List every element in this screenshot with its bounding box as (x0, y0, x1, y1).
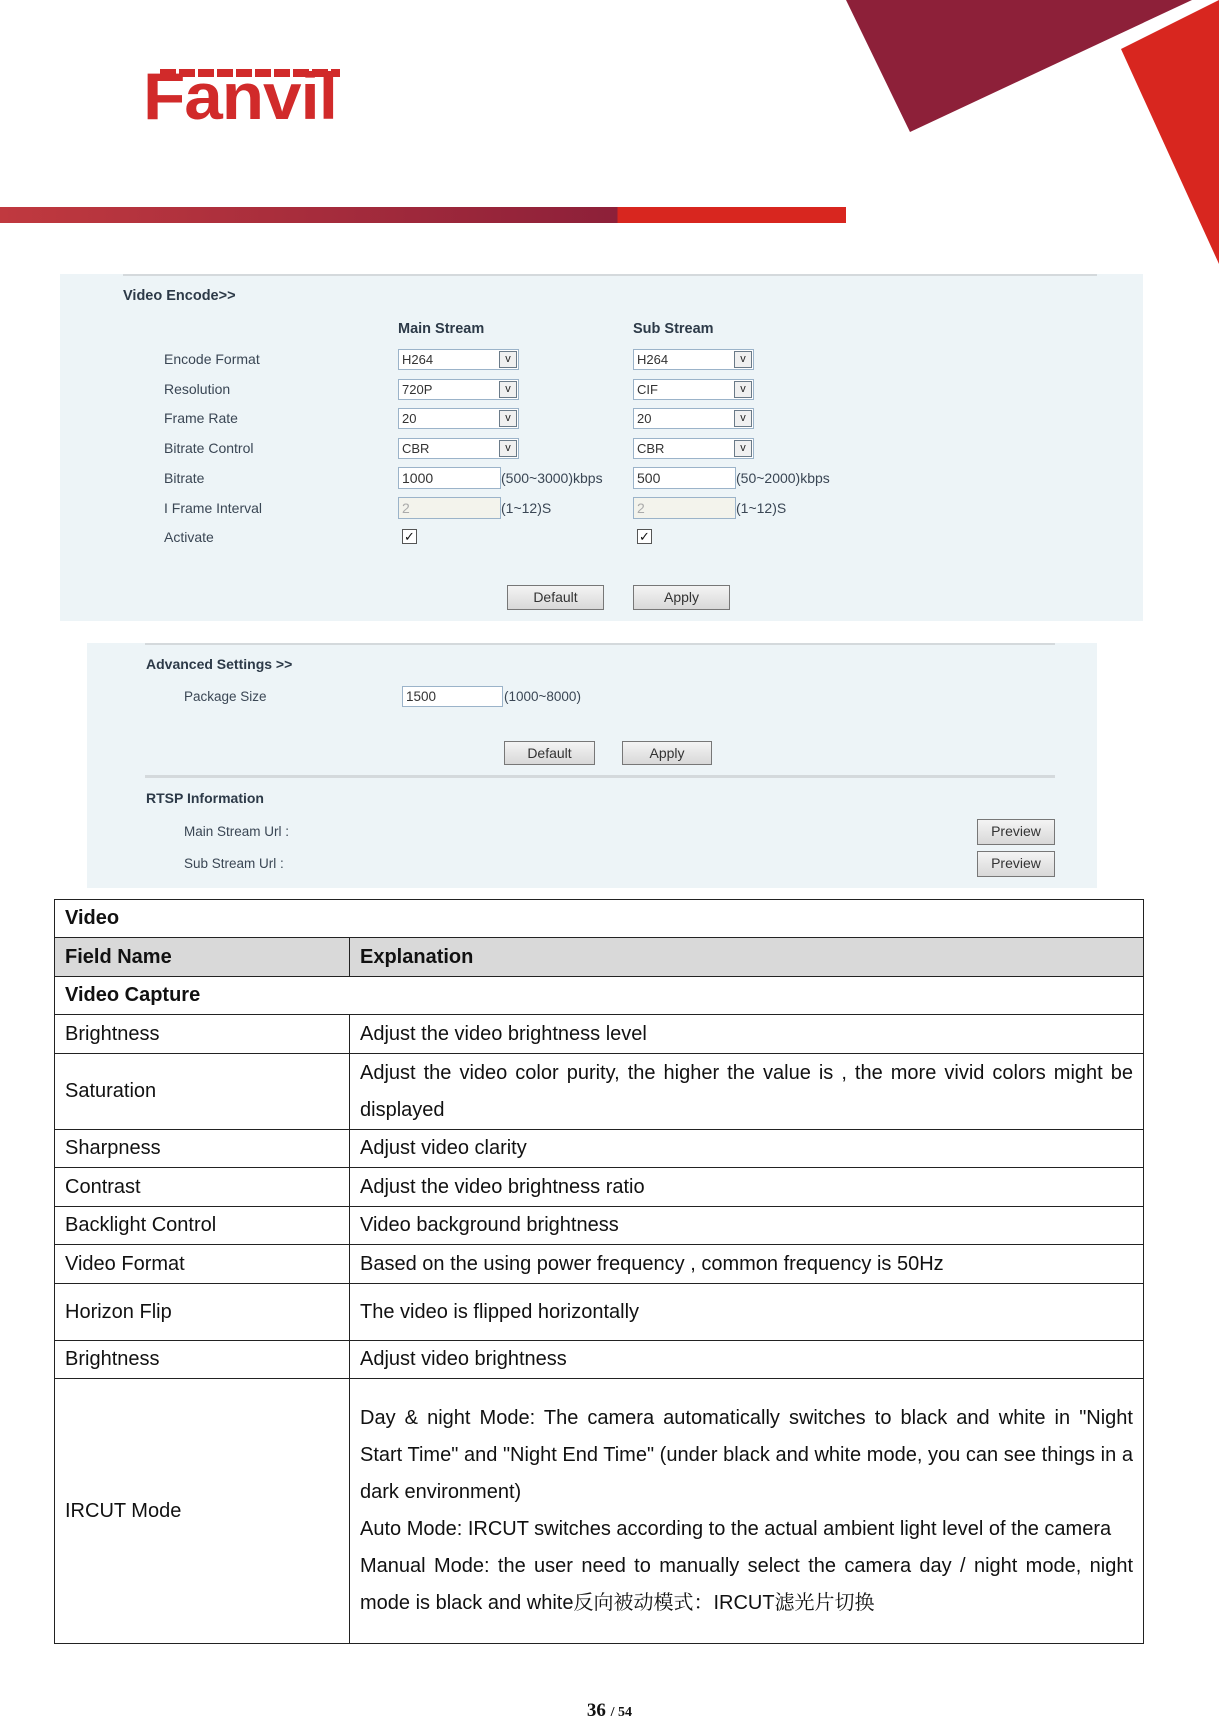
activate-label: Activate (164, 529, 214, 545)
section-row (55, 977, 1144, 1015)
resolution-label: Resolution (164, 381, 231, 397)
video-apply-button[interactable]: Apply (633, 585, 730, 610)
explanation-header: Explanation (350, 938, 1144, 977)
main-bitrate-range: (500~3000)kbps (501, 470, 603, 486)
video-field-table (54, 899, 1144, 1644)
field-name: Brightness (55, 1341, 350, 1379)
sub-iframe-range: (1~12)S (736, 500, 787, 516)
table-header-row (55, 938, 1144, 977)
explanation: Adjust video clarity (350, 1130, 1144, 1168)
main-activate-checkbox[interactable]: ✓ (402, 529, 417, 544)
main-stream-header: Main Stream (398, 321, 485, 337)
advanced-settings-panel (87, 643, 1097, 888)
encode-format-label: Encode Format (164, 351, 260, 367)
table-title: Video (55, 900, 1144, 938)
explanation: Adjust the video color purity, the higher the value is , the more vivid colors might be displayed (350, 1054, 1144, 1130)
main-iframe-input[interactable]: 2 (398, 497, 501, 519)
chevron-down-icon: v (499, 410, 517, 427)
select-value: CBR (637, 441, 665, 456)
bitrate-control-label: Bitrate Control (164, 440, 254, 456)
table-row (55, 1054, 1144, 1130)
chevron-down-icon: v (734, 440, 752, 457)
sub-encode-format-select[interactable] (633, 349, 754, 370)
fanvil-logo: Fanvil (143, 59, 337, 133)
table-row (55, 1341, 1144, 1379)
bitrate-label: Bitrate (164, 470, 205, 486)
explanation (350, 1379, 1144, 1644)
iframe-interval-label: I Frame Interval (164, 500, 263, 516)
select-value: H264 (637, 352, 669, 367)
main-iframe-range: (1~12)S (501, 500, 552, 516)
table-row (55, 1130, 1144, 1168)
sub-activate-checkbox[interactable]: ✓ (637, 529, 652, 544)
chevron-down-icon: v (499, 440, 517, 457)
rtsp-information-title: RTSP Information (146, 790, 264, 806)
main-bitrate-input[interactable]: 1000 (398, 467, 501, 489)
field-name: Brightness (55, 1015, 350, 1054)
main-resolution-select[interactable] (398, 379, 519, 400)
table-row (55, 1168, 1144, 1207)
package-size-label: Package Size (184, 689, 267, 704)
current-page: 36 (586, 1700, 606, 1721)
sub-stream-header: Sub Stream (633, 321, 714, 337)
explanation: Video background brightness (350, 1207, 1144, 1245)
advanced-default-button[interactable]: Default (504, 741, 595, 765)
field-name: Saturation (55, 1054, 350, 1130)
advanced-apply-button[interactable]: Apply (622, 741, 712, 765)
table-title-row (55, 900, 1144, 938)
table-row (55, 1015, 1144, 1054)
explanation: Based on the using power frequency , common frequency is 50Hz (350, 1245, 1144, 1284)
divider (123, 274, 1097, 276)
field-name: IRCUT Mode (55, 1379, 350, 1644)
select-value: CIF (637, 382, 658, 397)
page-number (0, 1700, 1219, 1722)
table-row (55, 1245, 1144, 1284)
video-encode-title: Video Encode>> (123, 288, 236, 304)
explanation: Adjust the video brightness ratio (350, 1168, 1144, 1207)
chevron-down-icon: v (499, 381, 517, 398)
table-row (55, 1379, 1144, 1644)
main-encode-format-select[interactable] (398, 349, 519, 370)
package-size-input[interactable]: 1500 (402, 686, 503, 707)
corner-decoration (0, 0, 1219, 280)
total-pages: / 54 (610, 1705, 633, 1720)
field-name: Backlight Control (55, 1207, 350, 1245)
advanced-settings-title: Advanced Settings >> (146, 656, 293, 672)
sub-stream-preview-button[interactable]: Preview (977, 851, 1055, 877)
select-value: 20 (637, 411, 652, 426)
sub-frame-rate-select[interactable] (633, 408, 754, 429)
sub-resolution-select[interactable] (633, 379, 754, 400)
main-bitrate-control-select[interactable] (398, 438, 519, 459)
table-row (55, 1207, 1144, 1245)
sub-bitrate-input[interactable]: 500 (633, 467, 736, 489)
chevron-down-icon: v (734, 410, 752, 427)
sub-iframe-input[interactable]: 2 (633, 497, 736, 519)
main-frame-rate-select[interactable] (398, 408, 519, 429)
red-triangle (1121, 0, 1219, 264)
chevron-down-icon: v (734, 381, 752, 398)
field-name: Horizon Flip (55, 1284, 350, 1341)
package-size-range: (1000~8000) (504, 689, 581, 704)
ircut-auto-text: Auto Mode: IRCUT switches according to the actual ambient light level of the camera (360, 1518, 1112, 1540)
explanation: The video is flipped horizontally (350, 1284, 1144, 1341)
select-value: 20 (402, 411, 417, 426)
ircut-manual-text: Manual Mode: the user need to manually select the camera day / night mode, night mode is black and white反向被动模式：IRCUT滤光片切换 (360, 1555, 1133, 1614)
explanation: Adjust video brightness (350, 1341, 1144, 1379)
field-name: Contrast (55, 1168, 350, 1207)
field-name-header: Field Name (55, 938, 350, 977)
select-value: CBR (402, 441, 430, 456)
chevron-down-icon: v (734, 351, 752, 368)
sub-bitrate-control-select[interactable] (633, 438, 754, 459)
sub-stream-url-label: Sub Stream Url : (184, 856, 284, 871)
video-default-button[interactable]: Default (507, 585, 604, 610)
explanation: Adjust the video brightness level (350, 1015, 1144, 1054)
field-name: Video Format (55, 1245, 350, 1284)
select-value: 720P (402, 382, 433, 397)
main-stream-preview-button[interactable]: Preview (977, 819, 1055, 845)
divider (145, 775, 1055, 778)
select-value: H264 (402, 352, 434, 367)
frame-rate-label: Frame Rate (164, 410, 238, 426)
section-title: Video Capture (55, 977, 1144, 1015)
field-name: Sharpness (55, 1130, 350, 1168)
main-stream-url-label: Main Stream Url : (184, 824, 290, 839)
table-row (55, 1284, 1144, 1341)
divider (145, 643, 1055, 645)
sub-bitrate-range: (50~2000)kbps (736, 470, 830, 486)
chevron-down-icon: v (499, 351, 517, 368)
ircut-day-night-text: Day & night Mode: The camera automatically switches to black and white in "Night Start Time" and "Night End Time" (under black and white mode, you can see things in a dark environment) (360, 1407, 1133, 1503)
